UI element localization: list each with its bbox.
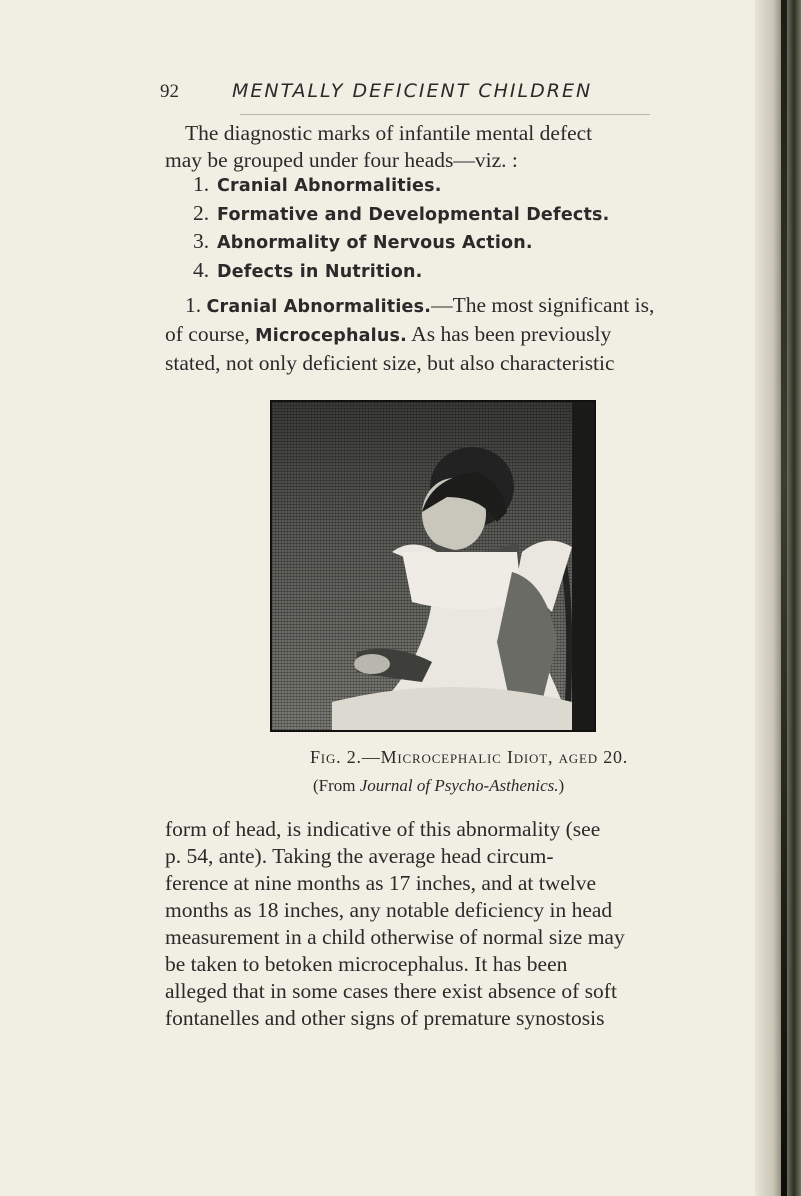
page-number: 92 (160, 81, 179, 102)
body-paragraph (165, 816, 720, 1032)
body-line: be taken to betoken microcephalus. It has been (165, 952, 568, 976)
running-title: MENTALLY DEFICIENT CHILDREN (232, 80, 593, 102)
section-text: —The most significant is, (431, 293, 655, 317)
list-number: 2. (193, 200, 210, 225)
body-line: fontanelles and other signs of premature synostosis (165, 1006, 605, 1030)
source-text: (From (313, 776, 356, 795)
section-paragraph (165, 292, 720, 377)
section-heading: Cranial Abnormalities. (206, 297, 432, 317)
book-binding (755, 0, 801, 1196)
list-item (193, 172, 713, 201)
source-journal: Journal of Psycho-Asthenics. (359, 776, 559, 795)
section-number: 1. (185, 293, 202, 317)
figure-photograph (270, 400, 596, 732)
section-term: Microcephalus. (255, 326, 407, 346)
portrait-illustration (272, 402, 594, 730)
section-text: As has been previously (411, 322, 612, 346)
list-number: 3. (193, 229, 210, 253)
section-line (165, 321, 720, 350)
body-line: p. 54, ante). Taking the average head circum- (165, 844, 554, 868)
figure-title: —Microcephalic Idiot, aged 20. (361, 747, 629, 767)
body-line: form of head, is indicative of this abnormality (see (165, 817, 601, 841)
figure-source (313, 776, 564, 796)
body-line: months as 18 inches, any notable deficiency in head (165, 898, 613, 922)
list-item (193, 229, 713, 258)
section-text: of course, (165, 322, 250, 346)
body-line: alleged that in some cases there exist absence of soft (165, 979, 617, 1003)
intro-line: may be grouped under four heads—viz. : (165, 148, 518, 172)
section-line: stated, not only deficient size, but also characteristic (165, 351, 615, 375)
list-label: Cranial Abnormalities. (217, 176, 442, 196)
list-number: 1. (193, 172, 210, 196)
list-label: Defects in Nutrition. (217, 261, 423, 282)
intro-line: The diagnostic marks of infantile mental defect (185, 121, 593, 145)
list-label: Abnormality of Nervous Action. (217, 233, 533, 253)
source-text: ) (558, 776, 565, 795)
diagnostic-heads-list (193, 172, 713, 286)
list-item (193, 201, 713, 230)
binding-edge (781, 0, 787, 1196)
body-line: measurement in a child otherwise of normal size may (165, 925, 625, 949)
list-number: 4. (193, 257, 210, 282)
intro-paragraph (165, 120, 720, 174)
list-label: Formative and Developmental Defects. (217, 204, 610, 225)
running-header (160, 80, 630, 103)
header-rule (240, 114, 650, 115)
body-line: ference at nine months as 17 inches, and at twelve (165, 871, 597, 895)
figure-label: Fig. 2. (310, 747, 362, 767)
list-item (193, 258, 713, 287)
figure-caption (310, 747, 628, 768)
section-line (165, 292, 720, 321)
